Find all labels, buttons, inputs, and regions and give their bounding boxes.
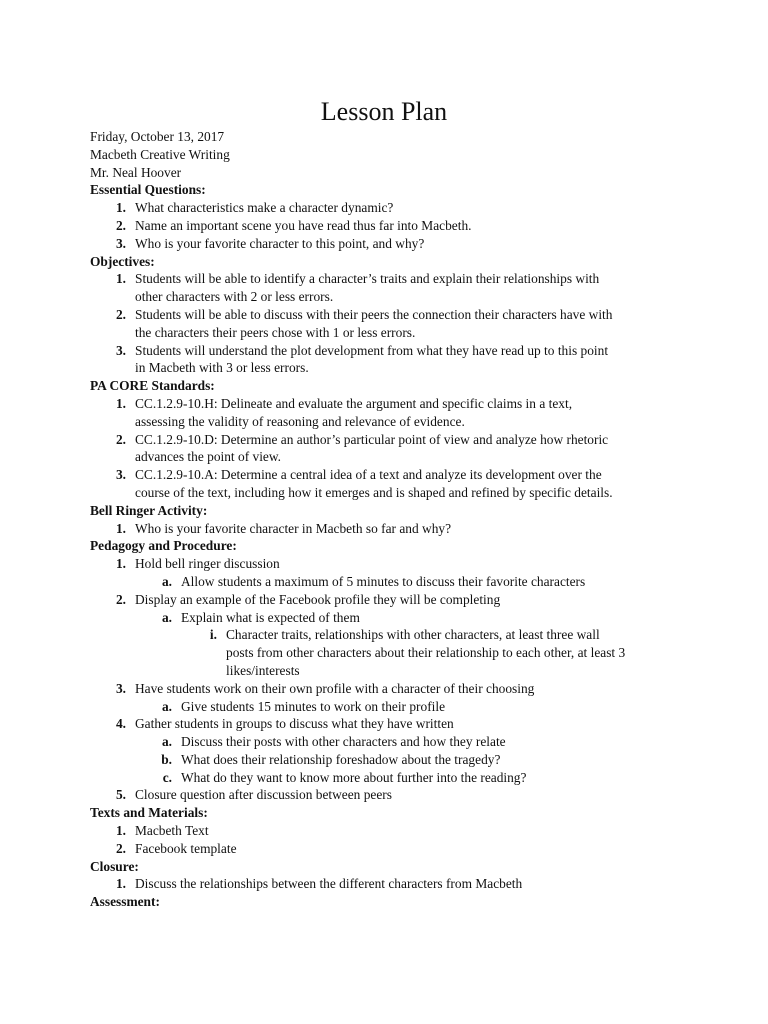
list-item-text: Students will understand the plot development from what they have read up to this point bbox=[135, 342, 609, 358]
list-item bbox=[90, 199, 690, 217]
list-marker: 1. bbox=[115, 823, 126, 839]
list-marker: i. bbox=[209, 627, 217, 643]
section-heading: Closure: bbox=[90, 858, 139, 874]
list-marker: a. bbox=[161, 698, 172, 714]
sub-list-item bbox=[90, 573, 690, 591]
numbered-list bbox=[90, 875, 690, 893]
list-marker: 2. bbox=[115, 306, 126, 322]
list-item bbox=[90, 235, 690, 253]
list-item bbox=[90, 270, 690, 306]
list-item bbox=[90, 555, 690, 573]
list-item-text: Allow students a maximum of 5 minutes to discuss their favorite characters bbox=[181, 573, 586, 589]
bell-ringer-section bbox=[90, 502, 690, 538]
list-marker: 2. bbox=[115, 591, 126, 607]
section-heading: Essential Questions: bbox=[90, 182, 206, 198]
list-item-text: Closure question after discussion between peers bbox=[135, 787, 392, 803]
list-item-text: Discuss the relationships between the different characters from Macbeth bbox=[135, 876, 523, 892]
document-body bbox=[90, 128, 690, 911]
list-marker: 5. bbox=[115, 787, 126, 803]
list-item-text: CC.1.2.9-10.A: Determine a central idea of a text and analyze its development over the bbox=[135, 467, 602, 483]
list-item-text: Explain what is expected of them bbox=[181, 609, 360, 625]
list-item-text: What does their relationship foreshadow about the tragedy? bbox=[181, 751, 501, 767]
list-item bbox=[90, 786, 690, 804]
teacher-line: Mr. Neal Hoover bbox=[90, 164, 182, 180]
list-item-text: assessing the validity of reasoning and relevance of evidence. bbox=[135, 413, 465, 429]
list-item-text: other characters with 2 or less errors. bbox=[135, 289, 334, 305]
section-heading: Assessment: bbox=[90, 894, 160, 910]
list-marker: a. bbox=[161, 573, 172, 589]
sub-list-item bbox=[90, 769, 690, 787]
list-item-text: What do they want to know more about further into the reading? bbox=[181, 769, 527, 785]
list-marker: b. bbox=[161, 751, 172, 767]
list-item bbox=[90, 395, 690, 431]
course-line: Macbeth Creative Writing bbox=[90, 146, 230, 162]
numbered-list bbox=[90, 270, 690, 377]
list-item bbox=[90, 591, 690, 609]
list-item-text: Students will be able to identify a character’s traits and explain their relationships with bbox=[135, 271, 600, 287]
sub-sub-list-item bbox=[90, 626, 690, 679]
list-marker: 4. bbox=[115, 716, 126, 732]
list-item-text: Facebook template bbox=[135, 840, 237, 856]
list-marker: 2. bbox=[115, 840, 126, 856]
list-marker: 1. bbox=[115, 520, 126, 536]
objectives-section bbox=[90, 253, 690, 378]
section-heading: Bell Ringer Activity: bbox=[90, 502, 208, 518]
list-item-text: likes/interests bbox=[226, 662, 300, 678]
sub-list-item bbox=[90, 751, 690, 769]
list-item-text: Students will be able to discuss with their peers the connection their characters have with bbox=[135, 306, 613, 322]
section-heading: PA CORE Standards: bbox=[90, 378, 215, 394]
list-item-text: in Macbeth with 3 or less errors. bbox=[135, 360, 309, 376]
list-item-text: Display an example of the Facebook profile they will be completing bbox=[135, 591, 501, 607]
list-item-text: Gather students in groups to discuss what they have written bbox=[135, 716, 454, 732]
list-item-text: Discuss their posts with other characters and how they relate bbox=[181, 734, 506, 750]
list-item-text: Hold bell ringer discussion bbox=[135, 556, 280, 572]
list-item-text: Have students work on their own profile with a character of their choosing bbox=[135, 680, 535, 696]
list-marker: c. bbox=[162, 769, 172, 785]
list-item bbox=[90, 840, 690, 858]
numbered-list bbox=[90, 822, 690, 858]
numbered-list bbox=[90, 199, 690, 252]
list-marker: 1. bbox=[115, 395, 126, 411]
list-item-text: Name an important scene you have read thus far into Macbeth. bbox=[135, 217, 472, 233]
list-marker: 1. bbox=[115, 876, 126, 892]
section-heading: Pedagogy and Procedure: bbox=[90, 538, 237, 554]
list-item-text: Who is your favorite character in Macbeth so far and why? bbox=[135, 520, 452, 536]
list-marker: a. bbox=[161, 734, 172, 750]
list-item-text: Character traits, relationships with other characters, at least three wall bbox=[226, 627, 600, 643]
list-item bbox=[90, 431, 690, 467]
sub-list-item bbox=[90, 609, 690, 627]
list-marker: a. bbox=[161, 609, 172, 625]
date-line: Friday, October 13, 2017 bbox=[90, 129, 225, 144]
list-item-text: Give students 15 minutes to work on their profile bbox=[181, 698, 446, 714]
list-item-text: advances the point of view. bbox=[135, 449, 282, 465]
page-title: Lesson Plan bbox=[320, 97, 448, 126]
list-item bbox=[90, 715, 690, 733]
list-marker: 2. bbox=[115, 217, 126, 233]
list-marker: 3. bbox=[115, 680, 126, 696]
closure-section bbox=[90, 858, 690, 894]
standards-section bbox=[90, 377, 690, 502]
sub-list-item bbox=[90, 733, 690, 751]
list-item-text: posts from other characters about their relationship to each other, at least 3 bbox=[226, 645, 626, 661]
list-item-text: CC.1.2.9-10.D: Determine an author’s particular point of view and analyze how rhetoric bbox=[135, 431, 609, 447]
list-item-text: Who is your favorite character to this point, and why? bbox=[135, 235, 425, 251]
list-marker: 3. bbox=[115, 235, 126, 251]
list-item-text: the characters their peers chose with 1 or less errors. bbox=[135, 324, 416, 340]
section-heading: Objectives: bbox=[90, 253, 155, 269]
list-item bbox=[90, 466, 690, 502]
list-marker: 3. bbox=[115, 342, 126, 358]
list-item bbox=[90, 306, 690, 342]
texts-materials-section bbox=[90, 804, 690, 857]
list-marker: 2. bbox=[115, 431, 126, 447]
essential-questions-section bbox=[90, 181, 690, 252]
assessment-section bbox=[90, 893, 690, 911]
list-item bbox=[90, 217, 690, 235]
pedagogy-section bbox=[90, 537, 690, 804]
list-marker: 1. bbox=[115, 271, 126, 287]
list-item-text: What characteristics make a character dynamic? bbox=[135, 200, 394, 216]
numbered-list bbox=[90, 395, 690, 502]
list-marker: 1. bbox=[115, 200, 126, 216]
list-item-text: CC.1.2.9-10.H: Delineate and evaluate the argument and specific claims in a text, bbox=[135, 395, 573, 411]
list-item-text: Macbeth Text bbox=[135, 823, 209, 839]
list-item bbox=[90, 680, 690, 698]
list-item bbox=[90, 822, 690, 840]
list-marker: 3. bbox=[115, 467, 126, 483]
list-item bbox=[90, 342, 690, 378]
list-item-text: course of the text, including how it emerges and is shaped and refined by specific details. bbox=[135, 484, 613, 500]
list-item bbox=[90, 875, 690, 893]
list-item bbox=[90, 520, 690, 538]
sub-list-item bbox=[90, 698, 690, 716]
numbered-list bbox=[90, 555, 690, 804]
list-marker: 1. bbox=[115, 556, 126, 572]
section-heading: Texts and Materials: bbox=[90, 805, 208, 821]
numbered-list bbox=[90, 520, 690, 538]
